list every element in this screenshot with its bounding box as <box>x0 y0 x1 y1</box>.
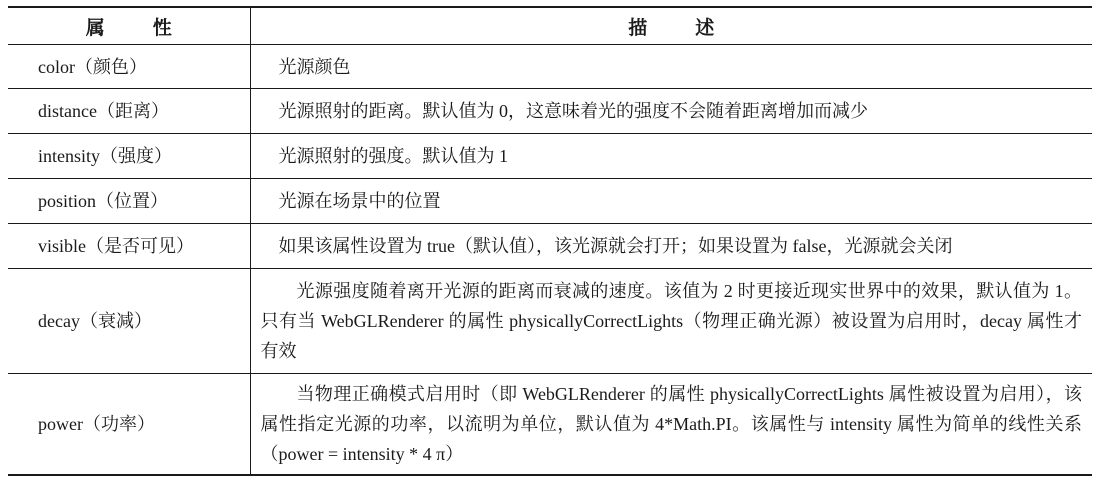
property-name: intensity（强度） <box>38 146 172 166</box>
table-row <box>8 224 1092 269</box>
header-description <box>250 7 1092 45</box>
property-description: 当物理正确模式启用时（即 WebGLRenderer 的属性 physicallyCorrectLights 属性被设置为启用），该属性指定光源的功率，以流明为单位，默认值为 4*Math.PI。该属性与 intensity 属性为简单的线性关系（power = intensity * 4 π） <box>250 374 1092 476</box>
header-property <box>8 7 250 45</box>
property-description: 光源颜色 <box>250 45 1092 89</box>
property-name: color（颜色） <box>38 56 147 77</box>
property-table-container <box>8 6 1092 476</box>
table-row <box>8 179 1092 224</box>
property-description: 光源照射的距离。默认值为 0，这意味着光的强度不会随着距离增加而减少 <box>250 89 1092 134</box>
header-property-char1: 属 <box>85 17 105 39</box>
property-name: visible（是否可见） <box>38 236 194 256</box>
table-row <box>8 134 1092 179</box>
property-description: 光源在场景中的位置 <box>250 179 1092 224</box>
table-row <box>8 374 1092 476</box>
table-row <box>8 269 1092 374</box>
header-property-char2: 性 <box>152 17 172 39</box>
property-description: 如果该属性设置为 true（默认值），该光源就会打开；如果设置为 false，光源就会关闭 <box>250 224 1092 269</box>
table-row <box>8 89 1092 134</box>
table-header-row <box>8 7 1092 45</box>
table-row <box>8 45 1092 89</box>
property-name: position（位置） <box>38 191 169 211</box>
header-description-char2: 述 <box>695 17 715 39</box>
property-table <box>8 6 1092 476</box>
property-name: distance（距离） <box>38 101 169 121</box>
property-name: power（功率） <box>38 414 155 434</box>
header-description-char1: 描 <box>628 17 648 39</box>
property-name: decay（衰减） <box>38 311 152 331</box>
property-description: 光源强度随着离开光源的距离而衰减的速度。该值为 2 时更接近现实世界中的效果，默认值为 1。只有当 WebGLRenderer 的属性 physicallyCorrectLights（物理正确光源）被设置为启用时，decay 属性才有效 <box>250 269 1092 374</box>
property-description: 光源照射的强度。默认值为 1 <box>250 134 1092 179</box>
